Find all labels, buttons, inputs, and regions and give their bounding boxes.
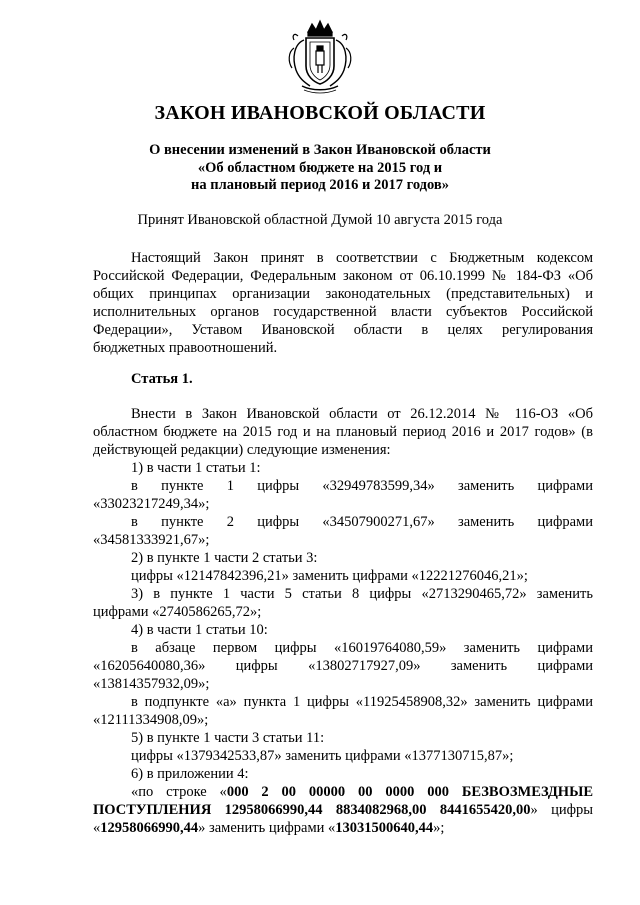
text-line: действующей редакции) следующие изменения: <box>93 442 391 458</box>
text-line: исполнительных органов государственной власти субъектов Российской <box>93 304 593 320</box>
subtitle-line: О внесении изменений в Закон Ивановской области <box>149 142 491 158</box>
text-span: «по строке « <box>131 784 227 800</box>
text-line: цифры «12147842396,21» заменить цифрами «12221276046,21»; <box>131 568 528 584</box>
text-line: «12111334908,09»; <box>93 712 209 728</box>
adoption-date: Принят Ивановской областной Думой 10 августа 2015 года <box>137 212 503 228</box>
text-line: в подпункте «а» пункта 1 цифры «11925458908,32» заменить цифрами <box>131 694 593 710</box>
text-line: в абзаце первом цифры «16019764080,59» заменить цифрами <box>131 640 593 656</box>
text-span: » цифры <box>530 802 593 818</box>
text-line: бюджетных правоотношений. <box>93 340 278 356</box>
text-span: » заменить цифрами « <box>198 820 336 836</box>
text-line: Внести в Закон Ивановской области от 26.12.2014 № 116-ОЗ «Об <box>131 406 593 422</box>
preamble <box>93 249 593 357</box>
subtitle-line: на плановый период 2016 и 2017 годов» <box>191 177 449 193</box>
text-line: Федерации», Уставом Ивановской области в целях регулирования <box>93 322 593 338</box>
text-line: «34581333921,67»; <box>93 532 210 548</box>
text-line: 4) в части 1 статьи 10: <box>131 622 268 638</box>
subtitle-line: «Об областном бюджете на 2015 год и <box>197 159 443 176</box>
text-line: 1) в части 1 статьи 1: <box>131 460 261 476</box>
text-line: общих принципах организации законодательных (представительных) и <box>93 286 593 302</box>
bold-span: ПОСТУПЛЕНИЯ 12958066990,44 8834082968,00 8441655420,00 <box>93 802 531 818</box>
text-line: 5) в пункте 1 части 3 статьи 11: <box>131 730 325 746</box>
text-line: 6) в приложении 4: <box>131 766 249 782</box>
text-line: в пункте 2 цифры «34507900271,67» заменить цифрами <box>131 514 593 530</box>
text-span: »; <box>433 820 445 836</box>
text-line: 2) в пункте 1 части 2 статьи 3: <box>131 550 318 566</box>
text-line: 3) в пункте 1 части 5 статьи 8 цифры «2713290465,72» заменить <box>131 586 593 602</box>
text-span: « <box>93 820 101 836</box>
bold-span: 13031500640,44 <box>335 820 434 836</box>
text-line: в пункте 1 цифры «32949783599,34» заменить цифрами <box>131 478 593 494</box>
law-subtitle <box>0 142 640 195</box>
text-line <box>93 783 593 801</box>
text-line <box>93 819 593 837</box>
text-line <box>93 801 593 819</box>
bold-span: 000 2 00 00000 00 0000 000 БЕЗВОЗМЕЗДНЫЕ <box>226 784 593 800</box>
text-line: «33023217249,34»; <box>93 496 210 512</box>
text-line: «16205640080,36» цифры «13802717927,09» заменить цифрами <box>93 658 593 674</box>
text-line: Российской Федерации, Федеральным законом от 06.10.1999 № 184-ФЗ «Об <box>93 268 593 284</box>
article-body <box>93 405 593 837</box>
text-line: «13814357932,09»; <box>93 676 210 692</box>
coat-of-arms-icon <box>284 18 356 94</box>
text-line: цифрами «2740586265,72»; <box>93 604 262 620</box>
text-line: Настоящий Закон принят в соответствии с Бюджетным кодексом <box>131 250 593 266</box>
text-line: областном бюджете на 2015 год и на плановый период 2016 и 2017 годов» (в <box>93 424 593 440</box>
text-line: цифры «1379342533,87» заменить цифрами «1377130715,87»; <box>131 748 514 764</box>
bold-span: 12958066990,44 <box>100 820 199 836</box>
law-title: ЗАКОН ИВАНОВСКОЙ ОБЛАСТИ <box>154 102 486 124</box>
article-heading: Статья 1. <box>131 371 193 387</box>
